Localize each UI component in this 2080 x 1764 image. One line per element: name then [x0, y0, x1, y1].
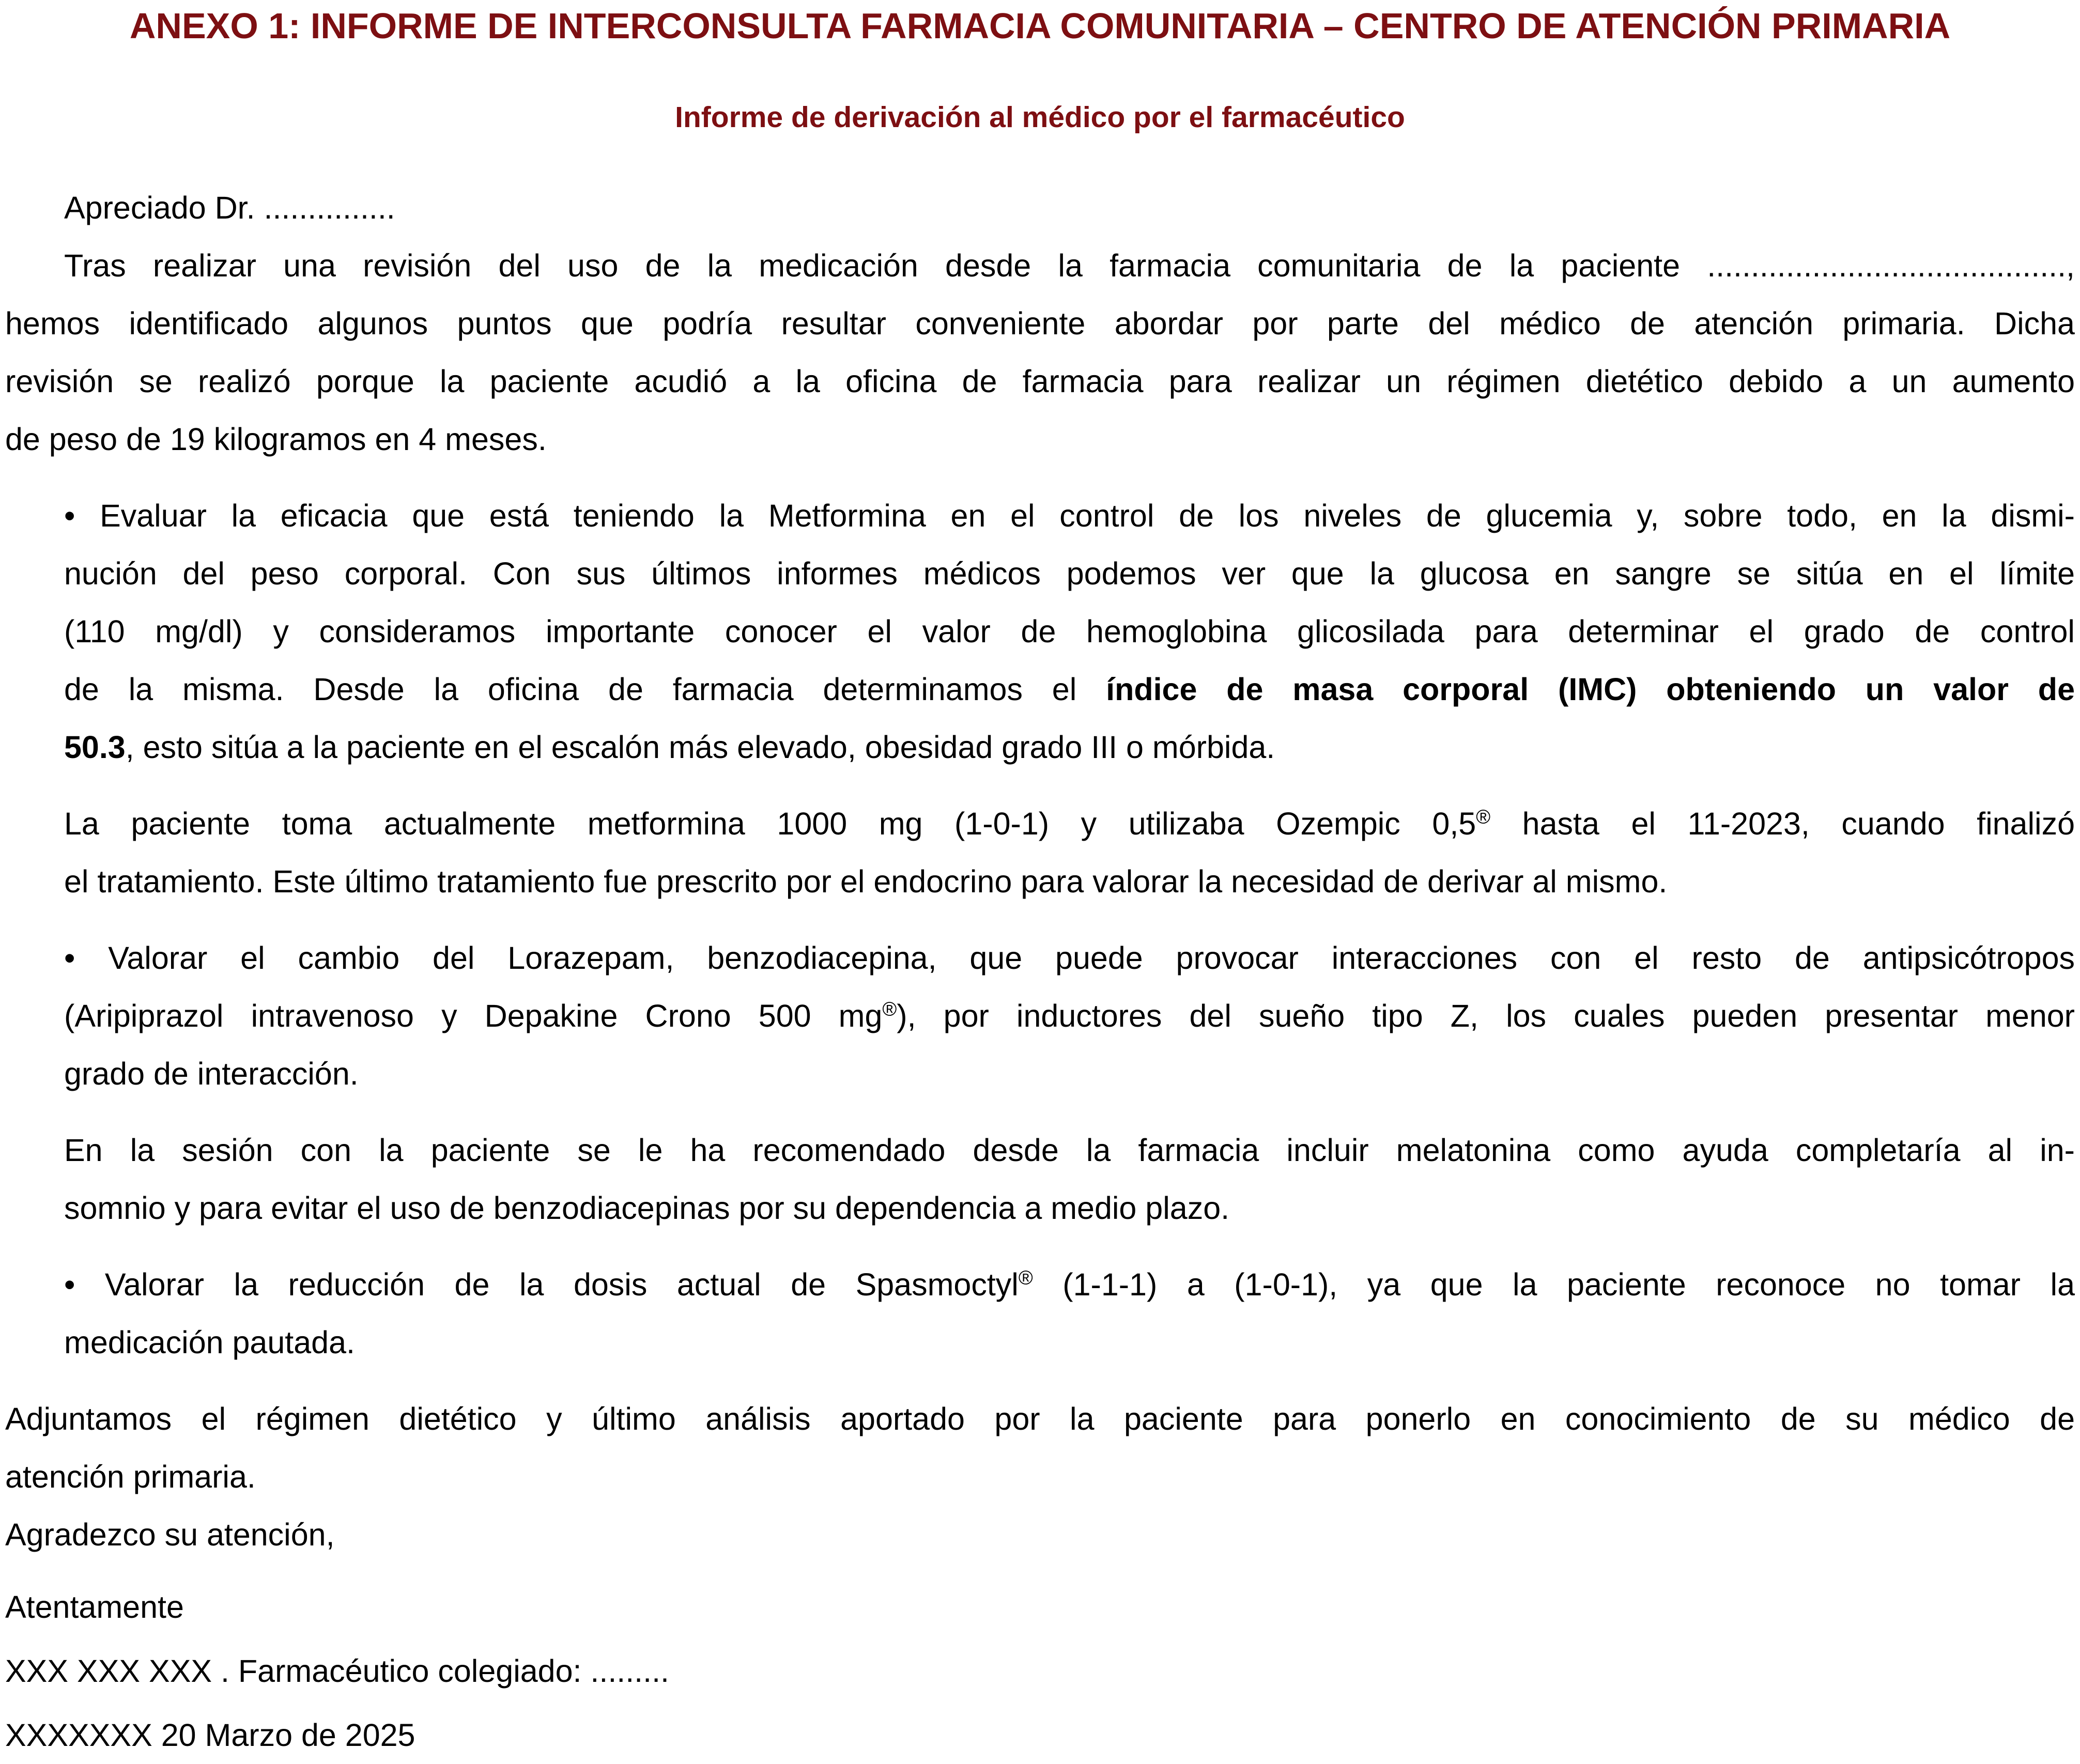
document-subtitle: Informe de derivación al médico por el farmacéutico [675, 101, 1405, 134]
text-segment: grado de interacción. [64, 1056, 359, 1091]
text-segment: ), por inductores del sueño tipo Z, los cuales pueden presentar menor [897, 998, 2075, 1033]
text-segment: XXX XXX XXX . Farmacéutico colegiado: ......... [5, 1653, 669, 1689]
text-segment: Atentamente [5, 1589, 184, 1624]
thanks-line [5, 1506, 2075, 1564]
text-line [64, 1179, 2075, 1237]
text-line [64, 545, 2075, 602]
bullet-metformin-efficacy [5, 487, 2075, 776]
registered-trademark-symbol: ® [1018, 1267, 1033, 1289]
text-segment: revisión se realizó porque la paciente acudió a la oficina de farmacia para realizar un régimen dietético debido a un aumento [5, 364, 2075, 399]
bold-text-segment: índice de masa corporal (IMC) obteniendo un valor de [1106, 672, 2075, 707]
text-line [64, 660, 2075, 718]
melatonin-recommendation-paragraph [5, 1121, 2075, 1237]
text-line [64, 929, 2075, 987]
text-segment: (110 mg/dl) y consideramos importante conocer el valor de hemoglobina glicosilada para determinar el grado de control [64, 614, 2075, 649]
text-segment: hemos identificado algunos puntos que podría resultar conveniente abordar por parte del médico de atención primaria. Dicha [5, 306, 2075, 341]
bold-text-segment: 50.3 [64, 730, 126, 765]
text-line [64, 853, 2075, 910]
date-line [5, 1706, 2075, 1764]
text-line [64, 1045, 2075, 1103]
text-segment: (Aripiprazol intravenoso y Depakine Crono 500 mg [64, 998, 883, 1033]
registered-trademark-symbol: ® [882, 998, 897, 1020]
text-line [64, 795, 2075, 853]
text-segment: XXXXXXX 20 Marzo de 2025 [5, 1717, 415, 1753]
text-segment: • Valorar la reducción de la dosis actual de Spasmoctyl [64, 1267, 1019, 1302]
salutation-line [5, 179, 2075, 237]
referral-letter [0, 2, 2080, 1764]
text-segment: Apreciado Dr. ............... [64, 190, 395, 225]
text-line [5, 1706, 2075, 1764]
text-line [5, 1390, 2075, 1448]
text-line [64, 1256, 2075, 1313]
text-line [5, 352, 2075, 410]
text-segment: somnio y para evitar el uso de benzodiacepinas por su dependencia a medio plazo. [64, 1190, 1230, 1226]
document-page [0, 2, 2080, 1753]
text-segment: Agradezco su atención, [5, 1517, 335, 1552]
text-segment: de la misma. Desde la oficina de farmacia determinamos el [64, 672, 1106, 707]
text-line [5, 410, 2075, 468]
text-segment: medicación pautada. [64, 1325, 355, 1360]
bullet-spasmoctyl-dose [5, 1256, 2075, 1371]
text-line [5, 1642, 2075, 1700]
attachments-paragraph [5, 1390, 2075, 1506]
text-segment: de peso de 19 kilogramos en 4 meses. [5, 422, 547, 457]
current-treatment-paragraph [5, 795, 2075, 910]
text-segment: nución del peso corporal. Con sus últimos informes médicos podemos ver que la glucosa en sangre se sitúa en el límite [64, 556, 2075, 591]
text-segment: , esto sitúa a la paciente en el escalón más elevado, obesidad grado III o mórbida. [125, 730, 1275, 765]
text-segment: el tratamiento. Este último tratamiento fue prescrito por el endocrino para valorar la necesidad de derivar al mismo. [64, 864, 1668, 899]
text-line [5, 237, 2075, 295]
text-line [5, 1506, 2075, 1564]
closing-line [5, 1578, 2075, 1636]
text-line [64, 987, 2075, 1045]
text-line [5, 295, 2075, 352]
text-segment: hasta el 11-2023, cuando finalizó [1490, 806, 2075, 841]
text-segment: Tras realizar una revisión del uso de la medicación desde la farmacia comunitaria de la paciente ........................................., [64, 248, 2075, 283]
bullet-lorazepam-interactions [5, 929, 2075, 1103]
text-segment: • Evaluar la eficacia que está teniendo la Metformina en el control de los niveles de glucemia y, sobre todo, en la dismi- [64, 498, 2075, 533]
text-segment: atención primaria. [5, 1459, 256, 1494]
text-line [5, 1578, 2075, 1636]
text-segment: Adjuntamos el régimen dietético y último análisis aportado por la paciente para ponerlo en conocimiento de su médico de [5, 1401, 2075, 1436]
signature-line [5, 1642, 2075, 1700]
text-line [64, 1121, 2075, 1179]
document-title: ANEXO 1: INFORME DE INTERCONSULTA FARMACIA COMUNITARIA – CENTRO DE ATENCIÓN PRIMARIA [129, 6, 1951, 46]
text-segment: • Valorar el cambio del Lorazepam, benzodiacepina, que puede provocar interacciones con el resto de antipsicótropos [64, 940, 2075, 976]
text-segment: (1-1-1) a (1-0-1), ya que la paciente reconoce no tomar la [1033, 1267, 2075, 1302]
intro-paragraph [5, 237, 2075, 468]
text-line [5, 179, 2075, 237]
text-line [64, 602, 2075, 660]
registered-trademark-symbol: ® [1476, 806, 1491, 828]
text-line [64, 718, 2075, 776]
text-line [64, 487, 2075, 545]
text-segment: En la sesión con la paciente se le ha recomendado desde la farmacia incluir melatonina como ayuda completaría al in- [64, 1133, 2075, 1168]
text-line [64, 1313, 2075, 1371]
text-line [5, 1448, 2075, 1506]
text-segment: La paciente toma actualmente metformina 1000 mg (1-0-1) y utilizaba Ozempic 0,5 [64, 806, 1476, 841]
